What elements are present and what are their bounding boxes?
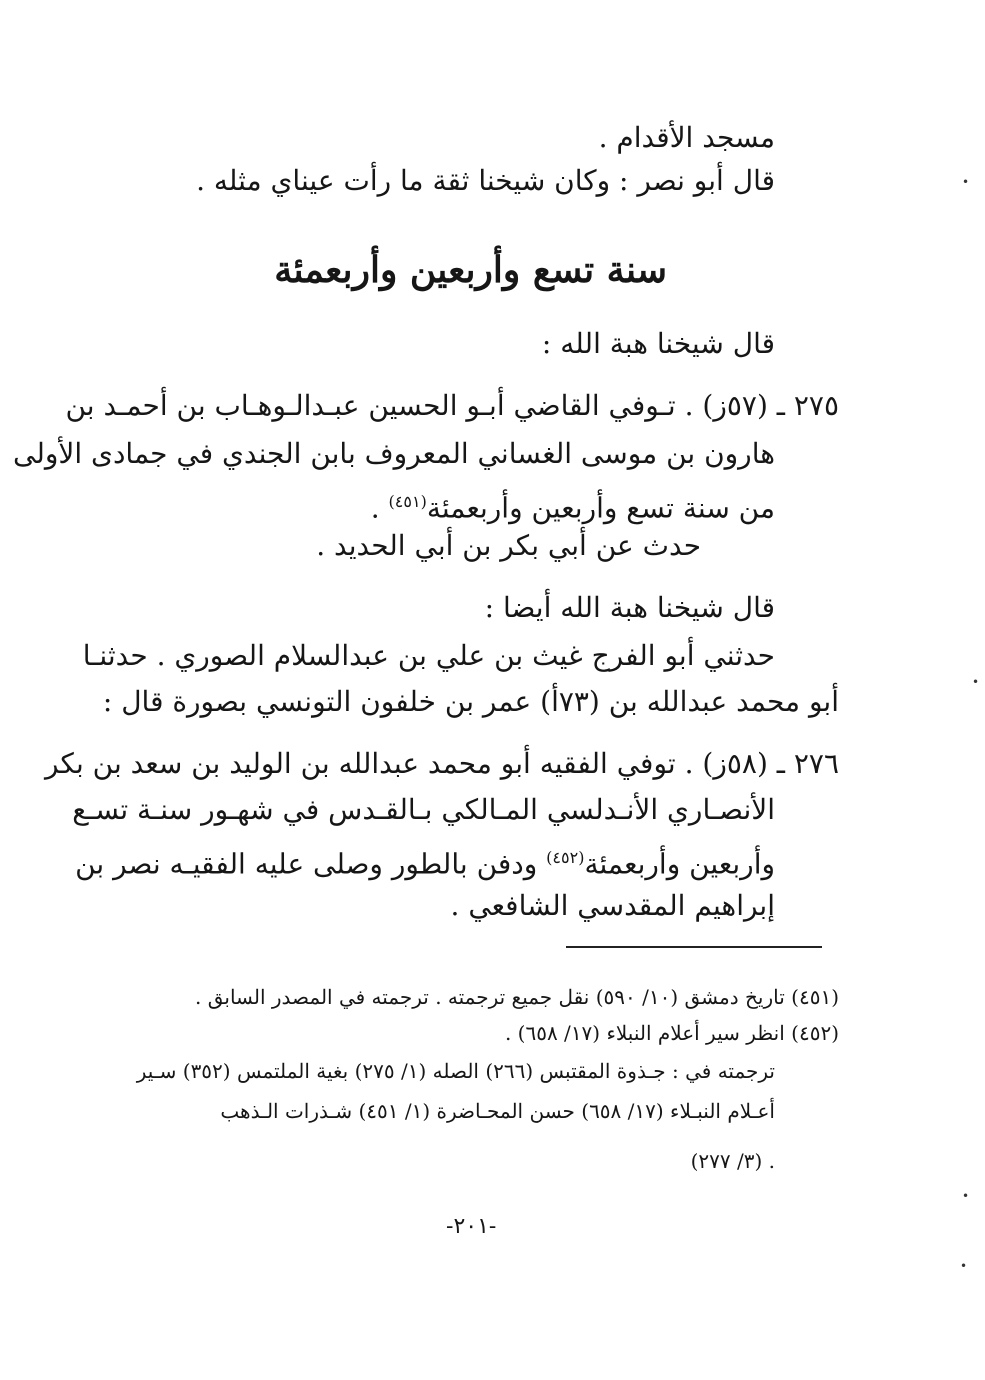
margin-mark-1: •	[962, 175, 970, 189]
entry-276-line-1: ٢٧٦ ـ (٥٨ز) . توفي الفقيه أبو محمد عبدالله بن الوليد بن سعد بن بكر	[45, 747, 839, 780]
footnote-452-line-4: . (٣/ ٢٧٧)	[690, 1149, 775, 1173]
entry-276-line-3-start: وأربعين وأربعمئة	[584, 847, 775, 881]
intro-line-1: مسجد الأقدام .	[598, 121, 775, 154]
entry-275-line-3-end: .	[370, 491, 389, 525]
margin-mark-2: •	[972, 675, 980, 689]
entry-275-line-3-text: من سنة تسع وأربعين وأربعمئة	[426, 491, 775, 525]
block2-lead: قال شيخنا هبة الله أيضا :	[484, 591, 775, 624]
entry-275-line-3	[371, 482, 775, 528]
entry-276-line-2: الأنصـاري الأنـدلسي المـالكي بـالقـدس في شهـور سنـة تسـع	[72, 793, 775, 826]
footnote-452: (٤٥٢) انظر سير أعلام النبلاء (١٧/ ٦٥٨) .	[504, 1021, 839, 1045]
block2-line-2: أبو محمد عبدالله بن (٧٣أ) عمر بن خلفون التونسي بصورة قال :	[102, 685, 839, 718]
entry-276-line-3	[75, 838, 775, 884]
footnote-separator	[566, 946, 822, 948]
footnote-ref-452: (٤٥٢)	[546, 848, 585, 867]
margin-mark-3: •	[962, 1189, 970, 1203]
footnote-452-line-2: ترجمته في : جـذوة المقتبس (٢٦٦) الصله (١/ ٢٧٥) بغية الملتمس (٣٥٢) سـير	[136, 1059, 775, 1083]
section-title: سنة تسع وأربعين وأربعمئة	[274, 249, 667, 291]
entry-276-line-4: إبراهيم المقدسي الشافعي .	[450, 889, 775, 922]
block1-lead: قال شيخنا هبة الله :	[541, 327, 775, 360]
margin-mark-4: •	[960, 1259, 968, 1273]
intro-line-2: قال أبو نصر : وكان شيخنا ثقة ما رأت عيناي مثله .	[196, 164, 775, 197]
block2-line-1: حدثني أبو الفرج غيث بن علي بن عبدالسلام الصوري . حدثنـا	[82, 639, 775, 672]
footnote-ref-451: (٤٥١)	[388, 492, 427, 511]
footnote-452-line-3: أعـلام النبـلاء (١٧/ ٦٥٨) حسن المحـاضرة (١/ ٤٥١) شـذرات الـذهب	[220, 1099, 775, 1123]
entry-276-line-3-end: ودفن بالطور وصلى عليه الفقيـه نصر بن	[75, 847, 547, 881]
entry-275-line-4: حدث عن أبي بكر بن أبي الحديد .	[316, 529, 701, 562]
entry-275-line-2: هارون بن موسى الغساني المعروف بابن الجندي في جمادى الأولى	[13, 437, 775, 470]
entry-275-line-1: ٢٧٥ ـ (٥٧ز) . تـوفي القاضي أبـو الحسين عبـدالـوهـاب بن أحمـد بن	[65, 389, 839, 422]
page-number: -٢٠١-	[446, 1214, 497, 1239]
footnote-451: (٤٥١) تاريخ دمشق (١٠/ ٥٩٠) نقل جميع ترجمته . ترجمته في المصدر السابق .	[194, 985, 839, 1009]
